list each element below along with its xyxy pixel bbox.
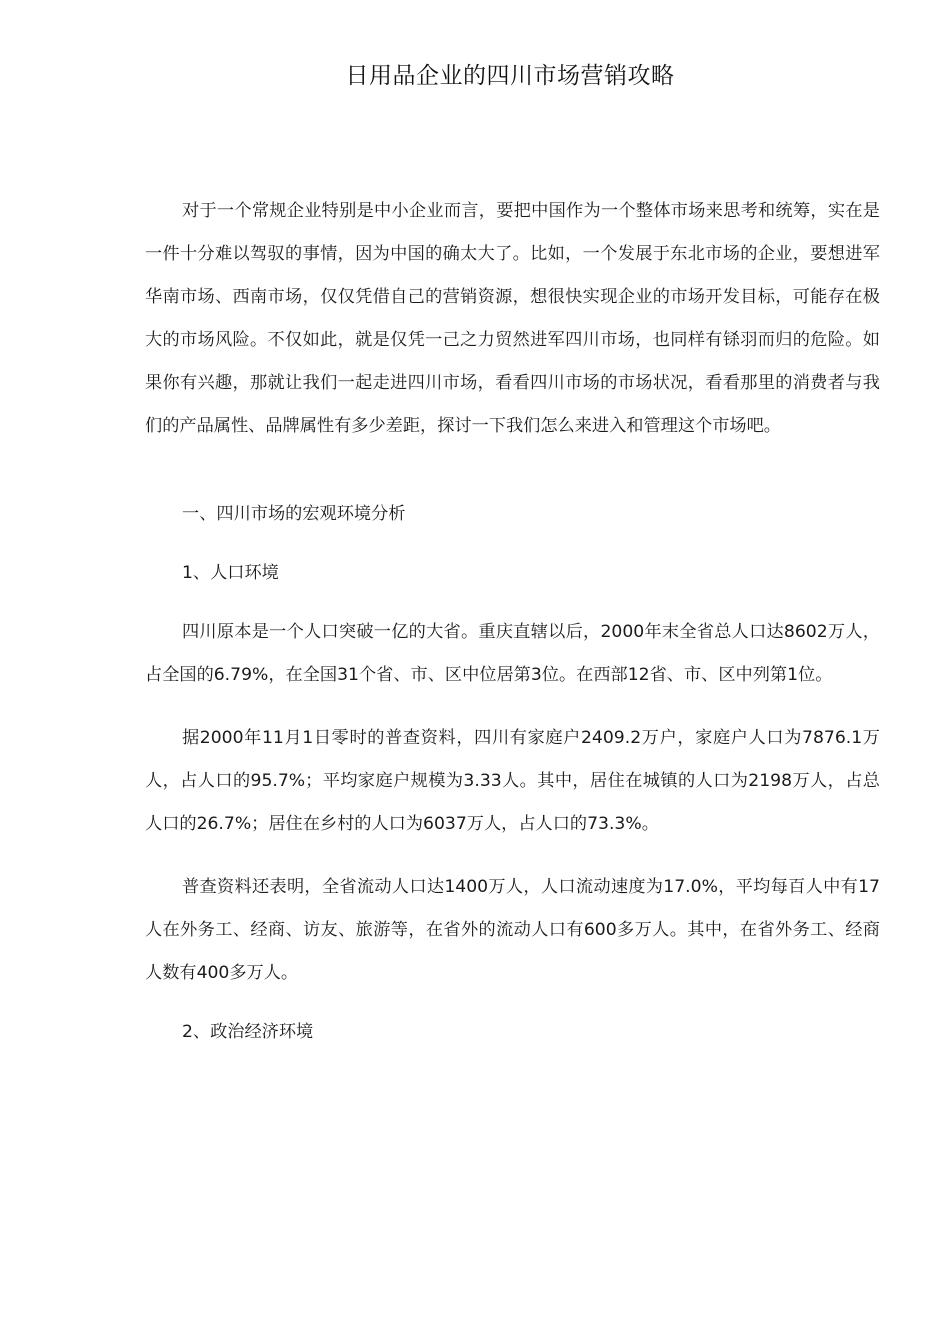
- floating-population-paragraph: 普查资料还表明，全省流动人口达1400万人，人口流动速度为17.0%，平均每百人中有17人在外务工、经商、访友、旅游等，在省外的流动人口有600多万人。其中，在省外务工、经商人数有400多万人。: [145, 877, 880, 983]
- intro-paragraph: 对于一个常规企业特别是中小企业而言，要把中国作为一个整体市场来思考和统筹，实在是一件十分难以驾驭的事情，因为中国的确太大了。比如，一个发展于东北市场的企业，要想进军华南市场、西南市场，仅仅凭借自己的营销资源，想很快实现企业的市场开发目标，可能存在极大的市场风险。不仅如此，就是仅凭一己之力贸然进军四川市场，也同样有铩羽而归的危险。如果你有兴趣，那就让我们一起走进四川市场，看看四川市场的市场状况，看看那里的消费者与我们的产品属性、品牌属性有多少差距，探讨一下我们怎么来进入和管理这个市场吧。: [145, 201, 880, 436]
- section-heading-macro-environment: 一、四川市场的宏观环境分析: [182, 504, 406, 524]
- subsection-heading-population: 1、人口环境: [182, 563, 279, 583]
- subsection-heading-political-economic: 2、政治经济环境: [182, 1022, 314, 1042]
- document-body: [145, 190, 880, 1054]
- population-paragraph: 四川原本是一个人口突破一亿的大省。重庆直辖以后，2000年末全省总人口达8602万人，占全国的6.79%，在全国31个省、市、区中位居第3位。在西部12省、市、区中列第1位。: [145, 622, 880, 685]
- document-title: 日用品企业的四川市场营销攻略: [345, 63, 675, 89]
- census-paragraph: 据2000年11月1日零时的普查资料，四川有家庭户2409.2万户，家庭户人口为7876.1万人，占人口的95.7%；平均家庭户规模为3.33人。其中，居住在城镇的人口为2198万人，占总人口的26.7%；居住在乡村的人口为6037万人，占人口的73.3%。: [145, 728, 880, 834]
